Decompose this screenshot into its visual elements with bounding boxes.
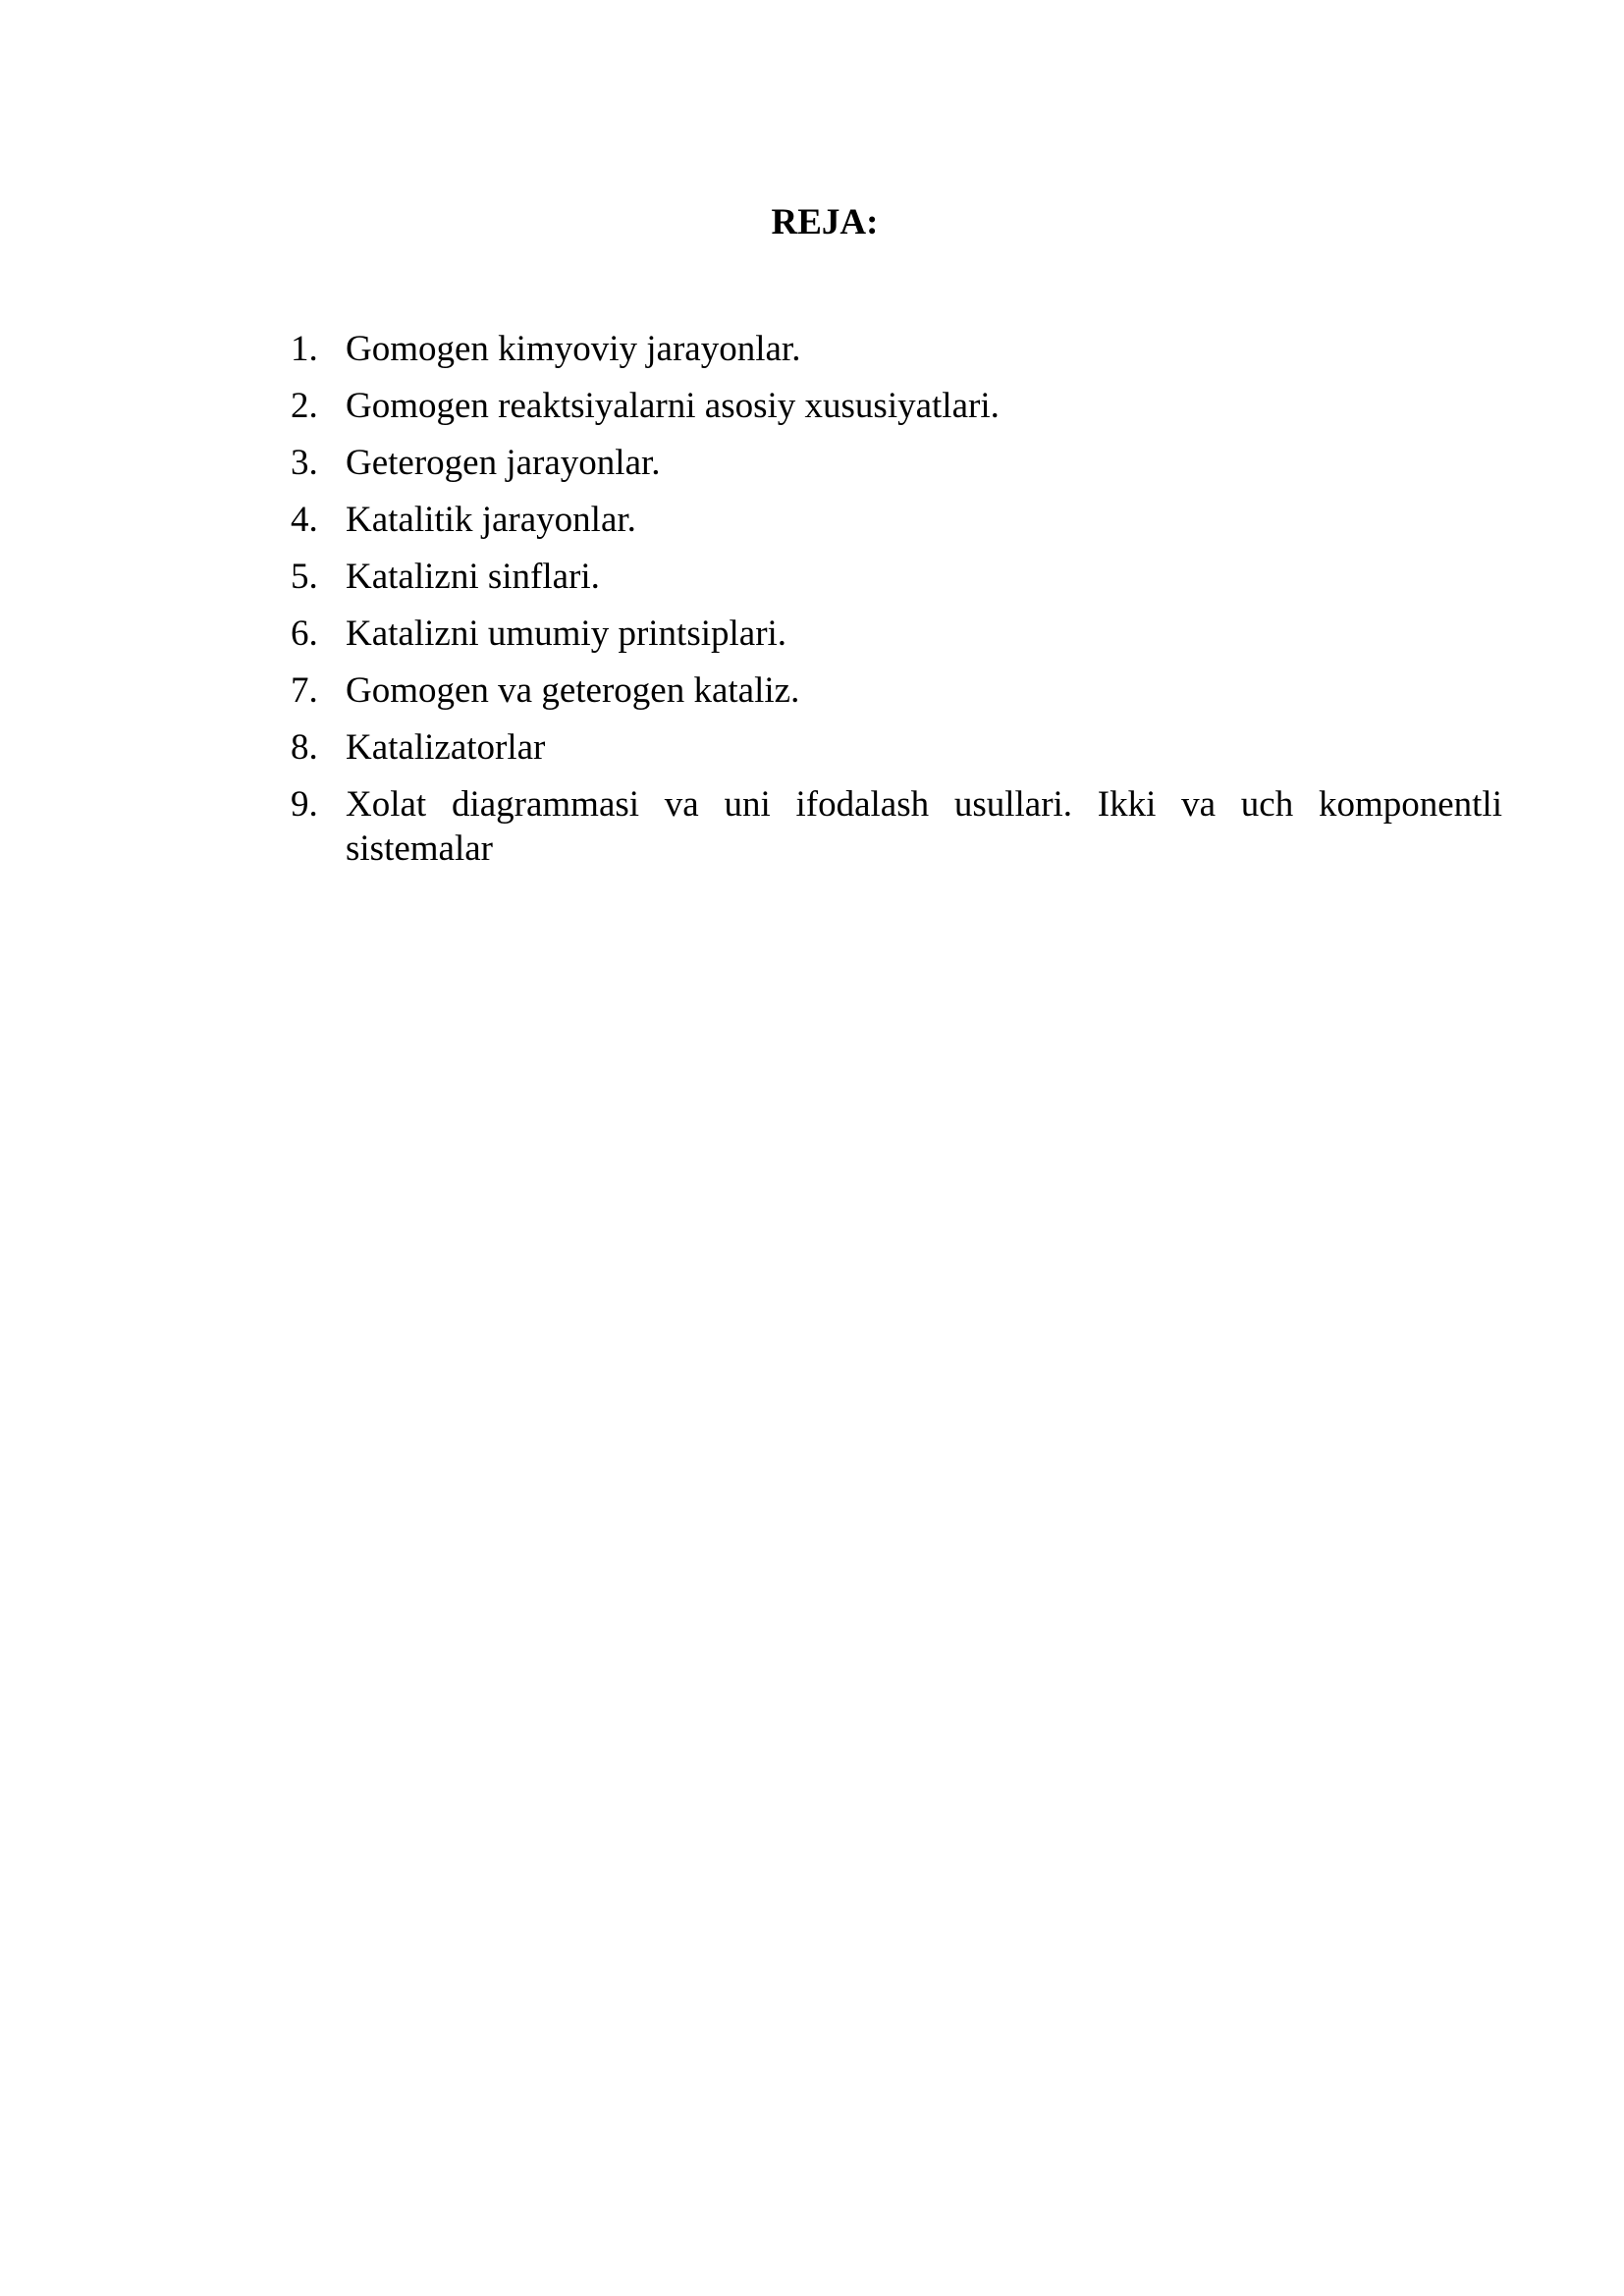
list-item <box>291 668 1502 713</box>
list-item <box>291 441 1502 485</box>
plan-list <box>291 327 1502 883</box>
list-item-number: 6. <box>291 614 318 654</box>
list-item-number: 3. <box>291 443 318 483</box>
page-title: REJA: <box>771 202 879 242</box>
list-item-number: 9. <box>291 784 318 825</box>
list-item-text: Gomogen va geterogen kataliz. <box>346 670 800 711</box>
list-item <box>291 725 1502 770</box>
list-item <box>291 384 1502 428</box>
list-item-text: Katalizatorlar <box>346 727 546 768</box>
list-item <box>291 498 1502 542</box>
list-item-text: Gomogen kimyoviy jarayonlar. <box>346 329 801 369</box>
list-item-number: 7. <box>291 670 318 711</box>
list-item-text: Katalizni sinflari. <box>346 557 600 597</box>
list-item-text: Geterogen jarayonlar. <box>346 443 661 483</box>
list-item <box>291 555 1502 599</box>
list-item-text: Gomogen reaktsiyalarni asosiy xususiyatlari. <box>346 386 1000 426</box>
list-item-number: 4. <box>291 500 318 540</box>
list-item-text: Katalitik jarayonlar. <box>346 500 636 540</box>
list-item-number: 1. <box>291 329 318 369</box>
list-item-number: 8. <box>291 727 318 768</box>
list-item-text: Katalizni umumiy printsiplari. <box>346 614 787 654</box>
list-item-number: 2. <box>291 386 318 426</box>
list-item-text: Xolat diagrammasi va uni ifodalash usullari. Ikki va uch komponentli sistemalar <box>346 784 1502 869</box>
list-item-number: 5. <box>291 557 318 597</box>
list-item <box>291 782 1502 871</box>
list-item <box>291 327 1502 371</box>
list-item <box>291 612 1502 656</box>
